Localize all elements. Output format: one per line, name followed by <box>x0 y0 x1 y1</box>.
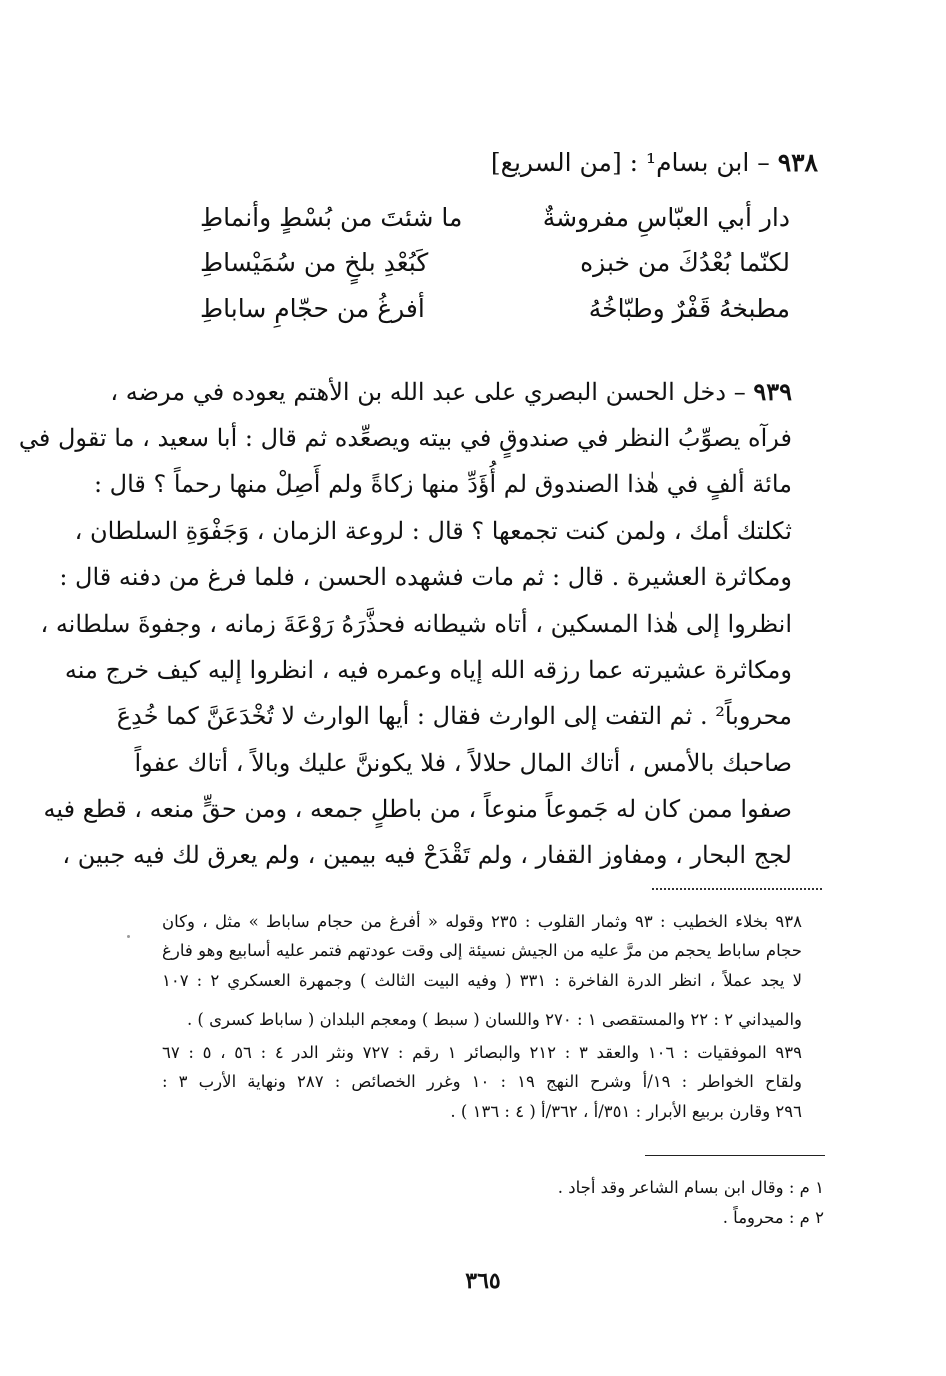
entry-939-line: ومكاثرة العشيرة . قال : ثم مات فشهده الحسن ، فلما فرغ من دفنه قال : <box>59 563 792 591</box>
source-line: لا يجد عملاً ، انظر الدرة الفاخرة : ٣٣١ ( وفيه البيت الثالث ) وجمهرة العسكري ٢ : ١٠٧ <box>162 971 802 990</box>
sources-divider <box>652 888 822 890</box>
source-line: ٩٣٨ بخلاء الخطيب : ٩٣ وثمار القلوب : ٢٣٥ وقوله « أفرغ من حجام ساباط » مثل ، وكان <box>162 912 802 931</box>
verse-first-hemistich: دار أبي العبّاسِ مفروشةٌ <box>542 203 790 232</box>
entry-939-line: لجج البحار ، ومفاوز القفار ، ولم تَقْدَحْ فيه بيمين ، ولم يعرق لك فيه جبين ، <box>62 841 792 869</box>
source-line: ولقاح الخواطر : ١٩/أ وشرح النهج ١٩ : ١٠ وغرر الخصائص : ٢٨٧ ونهاية الأرب ٣ : <box>162 1072 802 1091</box>
verse-second-hemistich: ما شئتَ من بُسْطٍ وأنماطِ <box>200 203 463 232</box>
entry-939-line: محروباً² . ثم التفت إلى الوارث فقال : أيها الوارث لا تُخْدَعَنَّ كما خُدِعَ <box>116 702 792 730</box>
entry-939-line: مائة ألفٍ في هٰذا الصندوق لم أُؤَدِّ منها زكاةً ولم أَصِلْ منها رحماً ؟ قال : <box>93 470 792 498</box>
source-line: والميداني ٢ : ٢٢ والمستقصى ١ : ٢٧٠ واللسان ( سبط ) ومعجم البلدان ( ساباط كسرى ) . <box>186 1010 802 1029</box>
entry-939-line: صفوا ممن كان له جَموعاً منوعاً ، من باطلٍ جمعه ، ومن حقٍّ منعه ، قطع فيه <box>43 795 792 823</box>
source-line: ٢٩٦ وقارن بربيع الأبرار : ٣٥١/أ ، ٣٦٢/أ ( ٤ : ١٣٦ ) . <box>450 1102 802 1121</box>
entry-939-line: ومكاثرة عشيرته عما رزقه الله إياه وعمره فيه ، انظروا إليه كيف خرج منه <box>64 656 792 684</box>
entry-939-line: صاحبك بالأمس ، أتاك المال حلالاً ، فلا يكوننَّ عليك وبالاً ، أتاك عفواً <box>134 749 792 777</box>
poet-meter: – ابن بسام¹ : [من السريع] <box>490 148 770 177</box>
footnote-rule <box>645 1155 825 1156</box>
source-line: ٩٣٩ الموفقيات : ١٠٦ والعقد ٣ : ٢١٢ والبصائر ١ رقم : ٧٢٧ ونثر الدر ٤ : ٥٦ ، ٥ : ٦٧ <box>162 1043 802 1062</box>
verse-second-hemistich: أفرغُ من حجّامِ ساباطِ <box>200 294 425 323</box>
verse-1 <box>200 203 790 245</box>
verse-2 <box>200 248 790 290</box>
entry-939-line: انظروا إلى هٰذا المسكين ، أتاه شيطانه فحذَّرَهُ رَوْعَةَ زمانه ، وجفوةَ سلطانه ، <box>40 610 792 638</box>
verse-3 <box>200 294 790 336</box>
verse-first-hemistich: مطبخهُ قَفْرٌ وطبّاخُهُ <box>588 294 790 323</box>
footnote-1: ١ م : وقال ابن بسام الشاعر وقد أجاد . <box>557 1178 824 1197</box>
footnote-2: ٢ م : محروماً . <box>722 1208 824 1227</box>
entry-939-line: فرآه يصوِّبُ النظر في صندوقٍ في بيته ويصعِّده ثم قال : أبا سعيد ، ما تقول في <box>18 424 792 452</box>
entry-939-line: ٩٣٩ – دخل الحسن البصري على عبد الله بن الأهتم يعوده في مرضه ، <box>110 377 792 406</box>
source-line: حجام ساباط يحجم من مرَّ عليه من الجيش نسيئة إلى وقت عودتهم فتمر عليه أسابيع وهو فارغ <box>162 941 802 960</box>
print-speck <box>127 935 130 938</box>
entry-number: ٩٣٨ <box>777 148 818 177</box>
entry-939-line: ثكلتك أمك ، ولمن كنت تجمعها ؟ قال : لروعة الزمان ، وَجَفْوَةِ السلطان ، <box>74 517 792 545</box>
entry-number: ٩٣٩ <box>753 377 792 406</box>
verse-first-hemistich: لكنّما بُعْدُكَ من خبزه <box>580 248 790 277</box>
entry-938-heading <box>158 145 818 181</box>
verse-second-hemistich: كَبُعْدِ بلخٍ من سُمَيْساطِ <box>200 248 429 277</box>
page-number: ٣٦٥ <box>465 1268 501 1294</box>
